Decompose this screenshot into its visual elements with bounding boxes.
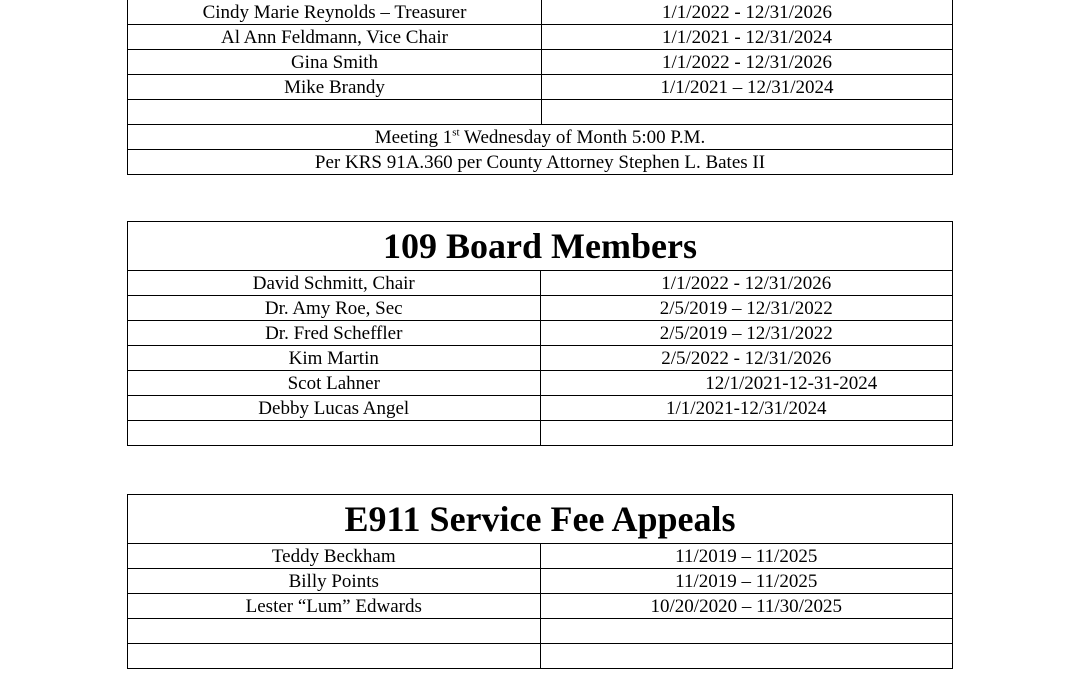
- table-row: [128, 644, 953, 669]
- table-title: E911 Service Fee Appeals: [128, 495, 953, 544]
- member-term: 12/1/2021-12-31-2024: [540, 371, 953, 396]
- table-row: [128, 569, 953, 594]
- member-term: 2/5/2019 – 12/31/2022: [540, 321, 953, 346]
- table-row: [128, 371, 953, 396]
- member-name: Lester “Lum” Edwards: [128, 594, 541, 619]
- member-term: 1/1/2021 - 12/31/2024: [542, 25, 953, 50]
- title-row: [128, 222, 953, 271]
- member-term: 1/1/2022 - 12/31/2026: [540, 271, 953, 296]
- member-name: [128, 100, 542, 125]
- table-row: [128, 75, 953, 100]
- member-term: [540, 619, 953, 644]
- meeting-suffix: Wednesday of Month 5:00 P.M.: [459, 126, 706, 148]
- member-name: David Schmitt, Chair: [128, 271, 541, 296]
- member-name: [128, 644, 541, 669]
- member-term: 1/1/2022 - 12/31/2026: [542, 0, 953, 25]
- title-row: [128, 495, 953, 544]
- member-term: 2/5/2022 - 12/31/2026: [540, 346, 953, 371]
- meeting-ordinal-suffix: st: [452, 126, 460, 139]
- table-row: [128, 594, 953, 619]
- table-row: [128, 50, 953, 75]
- member-term: 1/1/2021-12/31/2024: [540, 396, 953, 421]
- table-row: [128, 544, 953, 569]
- table-row: [128, 0, 953, 25]
- member-term: 1/1/2021 – 12/31/2024: [542, 75, 953, 100]
- member-name: Gina Smith: [128, 50, 542, 75]
- member-term: 1/1/2022 - 12/31/2026: [542, 50, 953, 75]
- e911-table: [127, 494, 953, 669]
- member-term: [540, 644, 953, 669]
- member-term: 11/2019 – 11/2025: [540, 569, 953, 594]
- table-row: [128, 271, 953, 296]
- statute-row: [128, 150, 953, 175]
- member-name: Kim Martin: [128, 346, 541, 371]
- member-term: 11/2019 – 11/2025: [540, 544, 953, 569]
- meeting-schedule: [128, 125, 953, 150]
- member-name: Al Ann Feldmann, Vice Chair: [128, 25, 542, 50]
- table-row: [128, 619, 953, 644]
- board-table-1: [127, 0, 953, 175]
- table-title: 109 Board Members: [128, 222, 953, 271]
- member-term: 2/5/2019 – 12/31/2022: [540, 296, 953, 321]
- table-row: [128, 296, 953, 321]
- member-name: Scot Lahner: [128, 371, 541, 396]
- member-name: Dr. Fred Scheffler: [128, 321, 541, 346]
- member-name: Debby Lucas Angel: [128, 396, 541, 421]
- table-row: [128, 100, 953, 125]
- member-term: 10/20/2020 – 11/30/2025: [540, 594, 953, 619]
- member-name: [128, 421, 541, 446]
- table-row: [128, 421, 953, 446]
- member-name: Billy Points: [128, 569, 541, 594]
- member-term: [542, 100, 953, 125]
- member-name: Dr. Amy Roe, Sec: [128, 296, 541, 321]
- table-row: [128, 346, 953, 371]
- board-109-table: [127, 221, 953, 446]
- member-name: Teddy Beckham: [128, 544, 541, 569]
- statute-note: Per KRS 91A.360 per County Attorney Stephen L. Bates II: [128, 150, 953, 175]
- member-term: [540, 421, 953, 446]
- member-name: Cindy Marie Reynolds – Treasurer: [128, 0, 542, 25]
- member-name: [128, 619, 541, 644]
- meeting-row: [128, 125, 953, 150]
- meeting-prefix: Meeting 1: [374, 126, 453, 148]
- table-row: [128, 25, 953, 50]
- member-name: Mike Brandy: [128, 75, 542, 100]
- table-row: [128, 396, 953, 421]
- table-row: [128, 321, 953, 346]
